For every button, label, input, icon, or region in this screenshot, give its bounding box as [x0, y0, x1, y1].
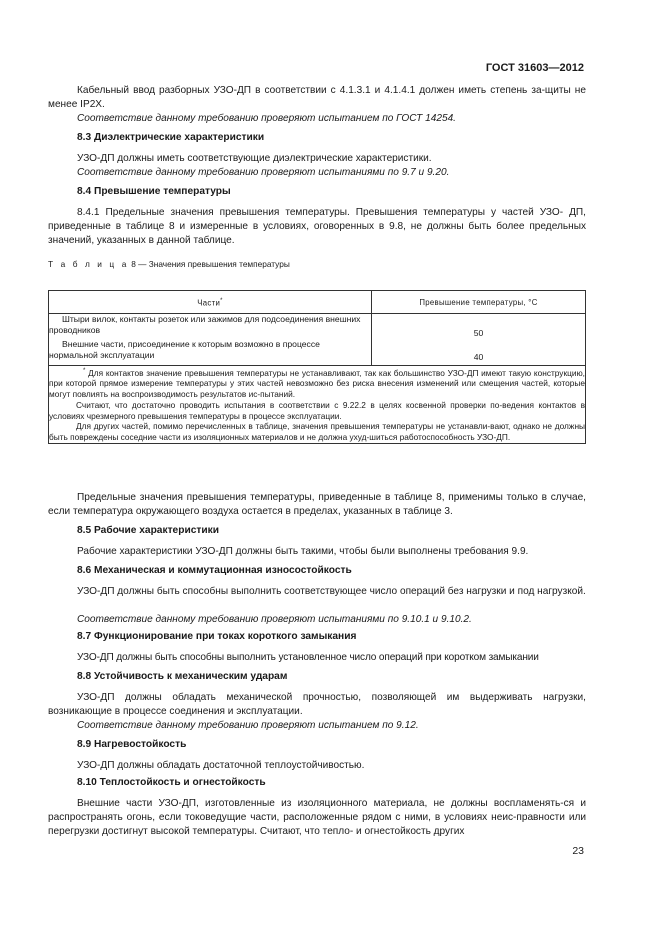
section-8-9-heading: 8.9 Нагревостойкость: [77, 739, 187, 750]
section-8-10-heading: 8.10 Теплостойкость и огнестойкость: [77, 777, 266, 788]
section-8-3-heading: 8.3 Диэлектрические характеристики: [77, 132, 265, 143]
section-8-8-check: Соответствие данному требованию проверяют испытанием по 9.12.: [77, 720, 419, 731]
table-note-row: [49, 366, 586, 444]
header-parts: [49, 291, 372, 314]
row-part: Внешние части, присоединение к которым возможно в процессе нормальной эксплуатации: [49, 339, 320, 360]
table-row: [49, 339, 586, 366]
section-8-6-check: Соответствие данному требованию проверяют испытаниями по 9.10.1 и 9.10.2.: [77, 614, 472, 625]
header-parts-label: Части: [197, 298, 221, 308]
row-part: Штыри вилок, контакты розеток или зажимов для подсоединения внешних проводников: [49, 314, 361, 335]
row-value: 40: [473, 352, 484, 362]
intro-paragraph: Кабельный ввод разборных УЗО-ДП в соответствии с 4.1.3.1 и 4.1.4.1 должен иметь степень за-щиты не менее IP2X.: [48, 85, 586, 110]
table-caption-label: Т а б л и ц а: [48, 259, 129, 269]
section-8-8-heading: 8.8 Устойчивость к механическим ударам: [77, 671, 288, 682]
section-8-4-text: 8.4.1 Предельные значения превышения температуры. Превышения температуры у частей УЗО- ДП, приведенные в таблице 8 и измеренные в условиях, оговоренных в 9.8, не должны быть более предельных значений, указанных в данной таблице.: [48, 207, 586, 246]
page-number: 23: [572, 845, 584, 857]
section-8-4-heading: 8.4 Превышение температуры: [77, 186, 231, 197]
section-8-5-heading: 8.5 Рабочие характеристики: [77, 525, 219, 536]
section-8-7-text: УЗО-ДП должны быть способны выполнить установленное число операций при коротком замыкании: [77, 652, 539, 663]
table-caption-title: 8 — Значения превышения температуры: [131, 259, 290, 269]
section-8-7-heading: 8.7 Функционирование при токах короткого замыкания: [77, 631, 357, 642]
table-8-caption: [48, 259, 290, 269]
note-paragraph-1: Для контактов значение превышения температуры не устанавливают, так как большинство УЗО-ДП имеют такую конструкцию, при которой прямое измерение температуры у этих частей невозможно без риска внесения изменений или смещения частей, которые могут повлиять на воспроизводимость результатов ис-пытаний.: [49, 367, 585, 400]
table-note: [49, 366, 586, 444]
note-paragraph-2: Считают, что достаточно проводить испытания в соответствии с 9.22.2 в целях косвенной проверки по-ведения контактов в условиях чрезмерного превышения температуры в процессе эксплуатации.: [49, 399, 585, 421]
section-8-3-text: УЗО-ДП должны иметь соответствующие диэлектрические характеристики.: [77, 153, 432, 164]
section-8-9-text: УЗО-ДП должны обладать достаточной теплоустойчивостью.: [77, 760, 365, 771]
section-8-8-text: УЗО-ДП должны обладать механической прочностью, позволяющей им выдерживать нагрузки, возникающие в процессе соединения и эксплуатации.: [48, 692, 586, 717]
table-row: [49, 314, 586, 340]
header-temperature-rise: Превышение температуры, °С: [372, 291, 586, 314]
standard-number: ГОСТ 31603—2012: [485, 62, 584, 74]
row-value: 50: [473, 328, 484, 338]
table-header-row: [49, 291, 586, 314]
note-mark: *: [83, 368, 86, 374]
section-8-10-text: Внешние части УЗО-ДП, изготовленные из изоляционного материала, не должны воспламенять-ся и распространять огонь, если токоведущие части, расположенные рядом с ними, в условиях неис-правности или перегрузки достигнут высокой температуры. Считают, что тепло- и огнестойкость других: [48, 798, 586, 837]
header-parts-mark: *: [220, 297, 223, 304]
after-table-paragraph: Предельные значения превышения температуры, приведенные в таблице 8, применимы только в случае, если температура окружающего воздуха остается в пределах, указанных в таблице 3.: [48, 492, 586, 517]
intro-check: Соответствие данному требованию проверяют испытанием по ГОСТ 14254.: [77, 113, 456, 124]
section-8-6-text: УЗО-ДП должны быть способны выполнить соответствующее число операций без нагрузки и под нагрузкой.: [77, 586, 586, 597]
note-paragraph-3: Для других частей, помимо перечисленных в таблице, значения превышения температуры не устанавли-вают, однако не должны быть повреждены соседние части из изоляционных материалов и не должна ухуд-шиться работоспособность УЗО-ДП.: [49, 421, 585, 442]
section-8-5-text: Рабочие характеристики УЗО-ДП должны быть такими, чтобы были выполнены требования 9.9.: [77, 546, 529, 557]
section-8-6-heading: 8.6 Механическая и коммутационная износостойкость: [77, 565, 352, 576]
section-8-3-check: Соответствие данному требованию проверяют испытаниями по 9.7 и 9.20.: [77, 167, 450, 178]
table-8: [48, 290, 586, 444]
